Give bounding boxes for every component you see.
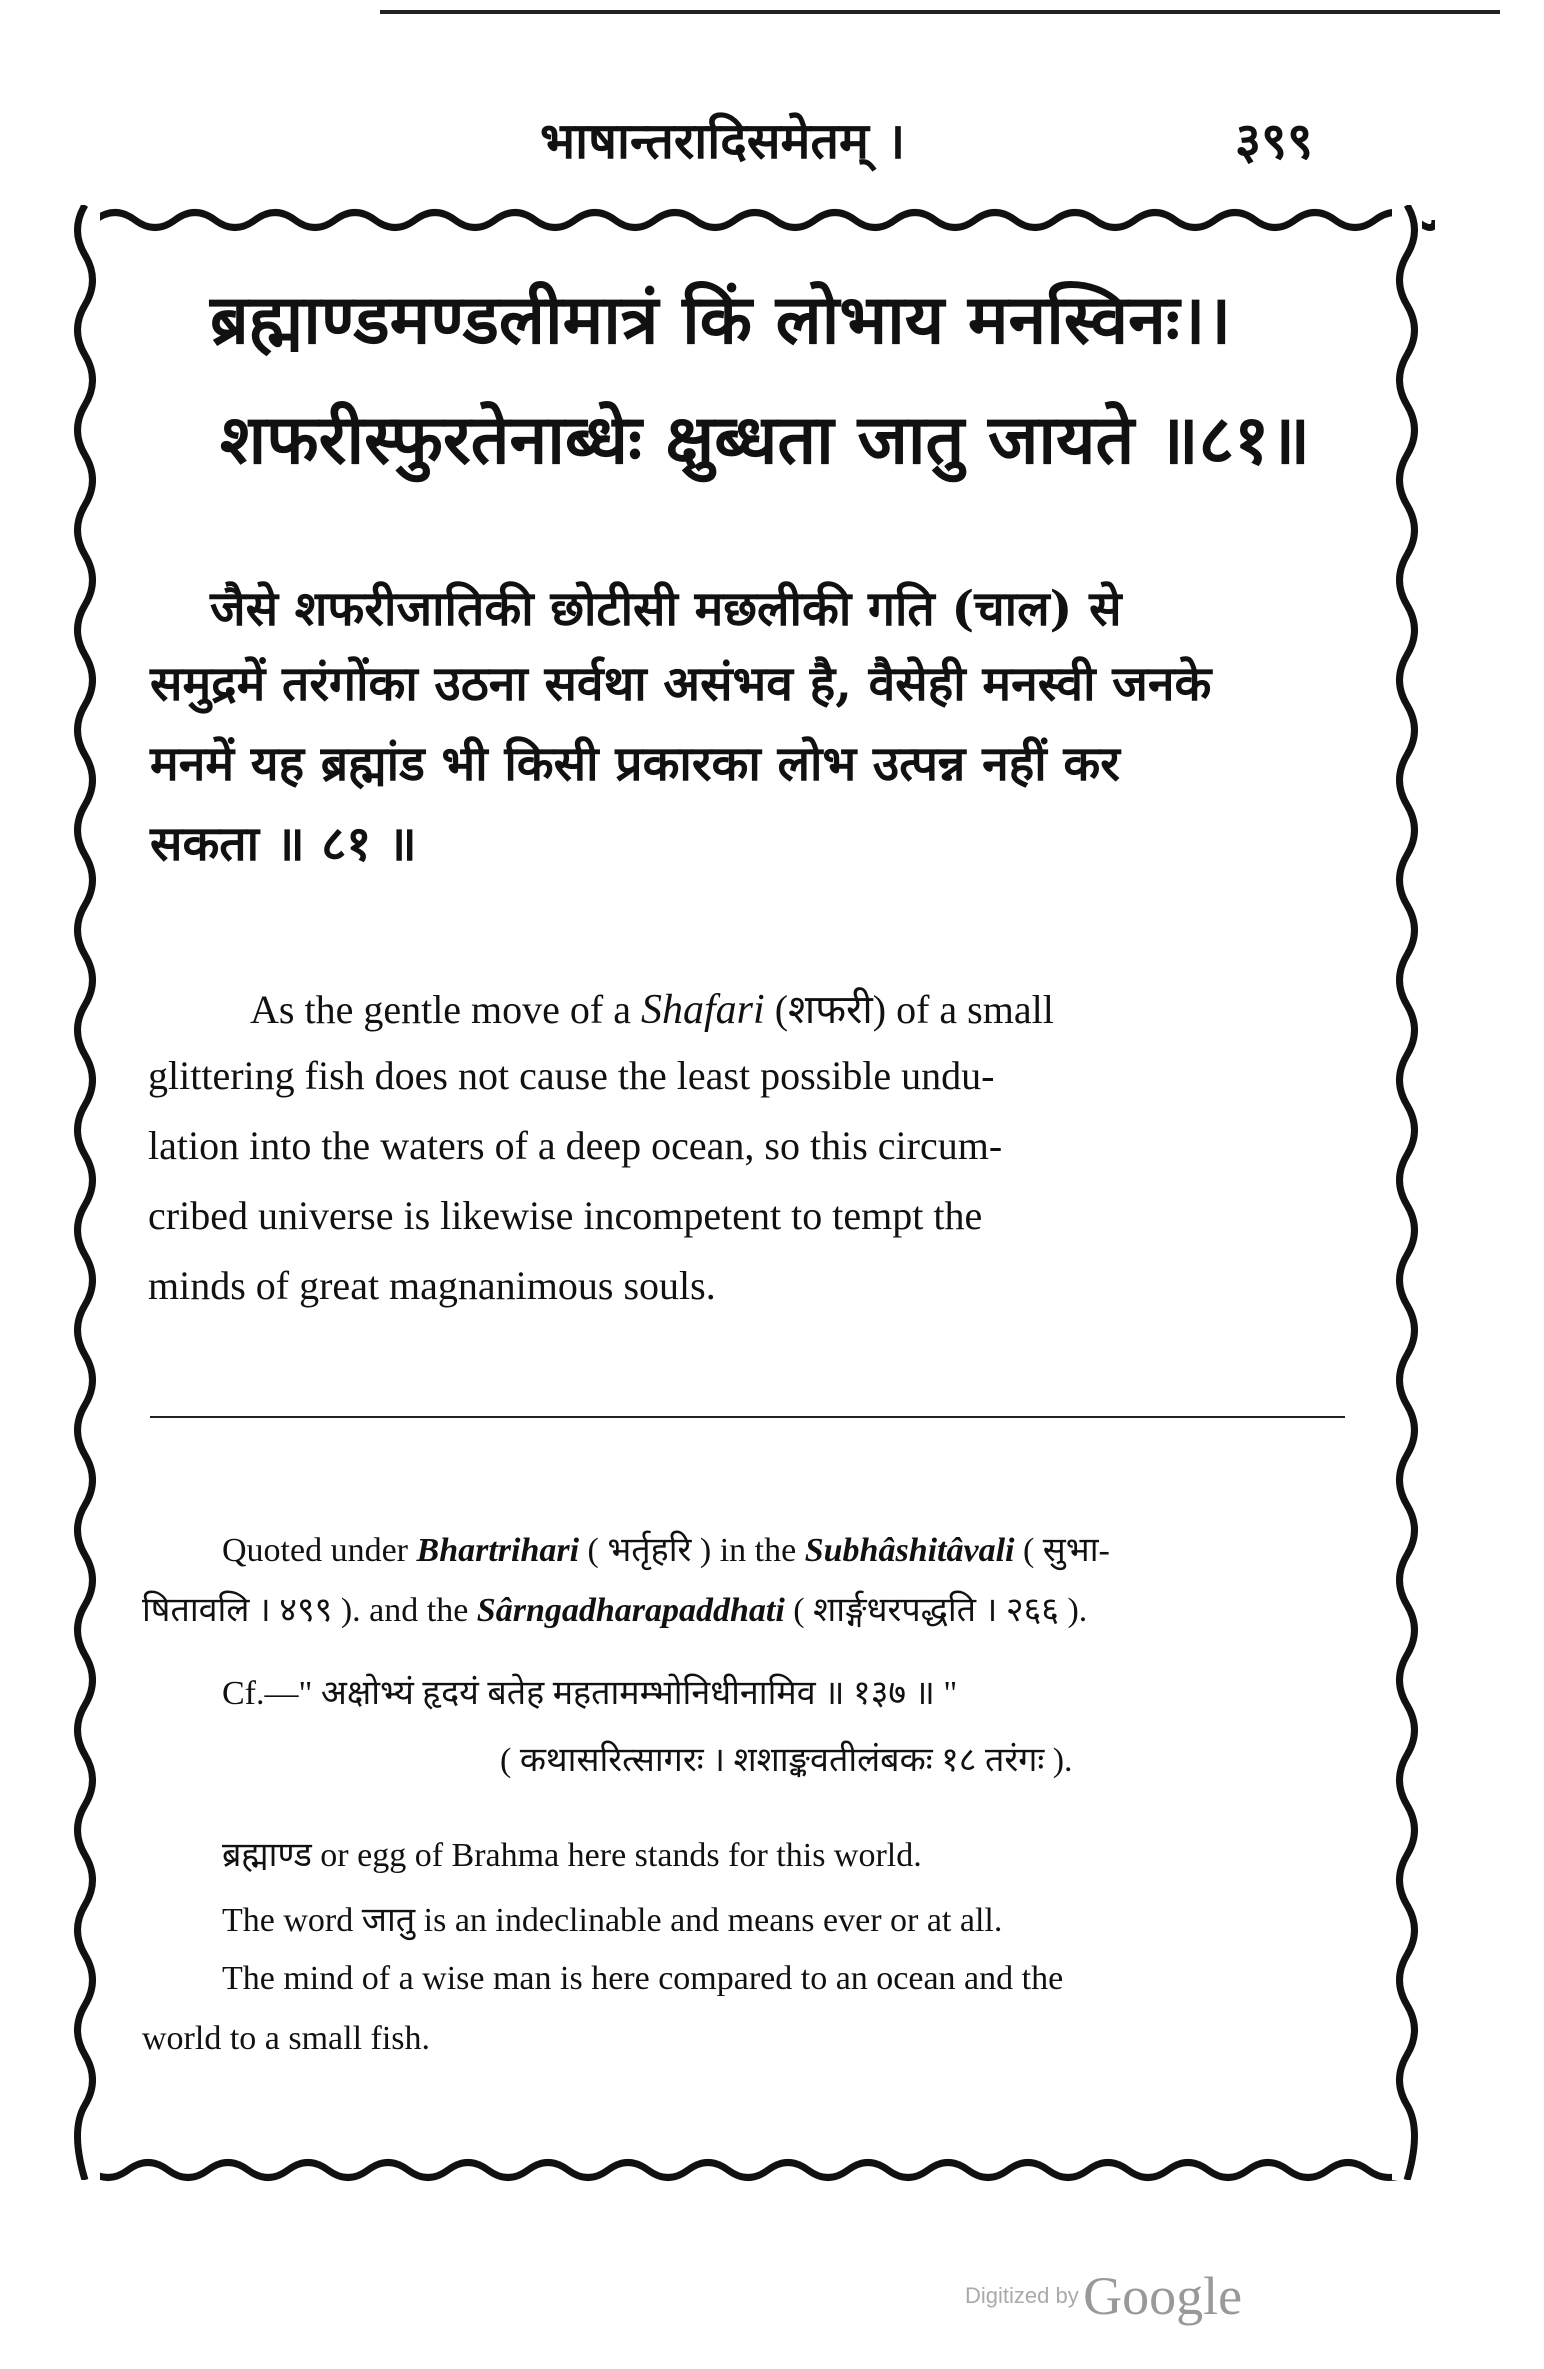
ornamental-border-left <box>70 205 100 2180</box>
google-logo: Google <box>1083 2266 1243 2326</box>
cf-line: ( कथासरित्सागरः । शशाङ्कवतीलंबकः १८ तरंगः ). <box>500 1742 1073 1779</box>
top-rule <box>380 10 1500 14</box>
verse-line: ब्रह्माण्डमण्डलीमात्रं किं लोभाय मनस्विनः।। <box>210 280 1232 360</box>
english-line: cribed universe is likewise incompetent to tempt the <box>148 1193 983 1238</box>
english-line: glittering fish does not cause the least possible undu- <box>148 1053 995 1098</box>
gloss-line: The word जातु is an indeclinable and means ever or at all. <box>222 1902 1003 1939</box>
note-text: Quoted under <box>222 1532 417 1569</box>
work-title: Sârngadharapaddhati <box>476 1592 785 1629</box>
hindi-line: जैसे शफरीजातिकी छोटीसी मछलीकी गति (चाल) से <box>210 581 1122 637</box>
gloss-line: The mind of a wise man is here compared to an ocean and the <box>222 1960 1064 1997</box>
gloss-line: ब्रह्माण्ड or egg of Brahma here stands for this world. <box>222 1837 922 1874</box>
english-text: As the gentle move of a <box>250 987 641 1032</box>
hindi-line: सकता ॥ ८१ ॥ <box>150 816 417 872</box>
verse-line: शफरीस्फुरतेनाब्धेः क्षुब्धता जातु जायते ॥८१॥ <box>220 400 1311 480</box>
italic-term: Shafari <box>641 987 765 1033</box>
english-line: minds of great magnanimous souls. <box>148 1263 716 1308</box>
digitized-watermark <box>965 2265 1242 2327</box>
hindi-line: समुद्रमें तरंगोंका उठना सर्वथा असंभव है, वैसेही मनस्वी जनके <box>150 656 1212 712</box>
note-line <box>222 1525 1110 1571</box>
note-text: ( भर्तृहरि ) in the <box>579 1532 805 1569</box>
cf-line: Cf.—" अक्षोभ्यं हृदयं बतेह महतामम्भोनिधीनामिव ॥ १३७ ॥ " <box>222 1675 958 1712</box>
english-line <box>250 980 1054 1035</box>
english-line: lation into the waters of a deep ocean, so this circum- <box>148 1123 1003 1168</box>
english-text: (शफरी) of a small <box>764 987 1054 1032</box>
gloss-line: world to a small fish. <box>142 2020 431 2057</box>
note-text: ( शार्ङ्गधरपद्धति । २६६ ). <box>784 1592 1088 1629</box>
author-name: Bhartrihari <box>416 1532 580 1569</box>
running-header: भाषान्तरादिसमेतम् । <box>540 111 906 170</box>
work-title: Subhâshitâvali <box>804 1532 1015 1569</box>
ornamental-border-right <box>1392 205 1422 2180</box>
watermark-prefix: Digitized by <box>965 2283 1079 2308</box>
ornamental-border-top <box>95 205 1435 235</box>
note-line <box>142 1585 1087 1631</box>
note-text: षितावलि । ४९९ ). and the <box>142 1592 477 1629</box>
section-divider <box>150 1416 1345 1418</box>
hindi-line: मनमें यह ब्रह्मांड भी किसी प्रकारका लोभ उत्पन्न नहीं कर <box>150 736 1120 792</box>
note-text: ( सुभा- <box>1014 1532 1110 1569</box>
ornamental-border-bottom <box>88 2155 1413 2185</box>
page-number: ३९९ <box>1235 111 1313 170</box>
